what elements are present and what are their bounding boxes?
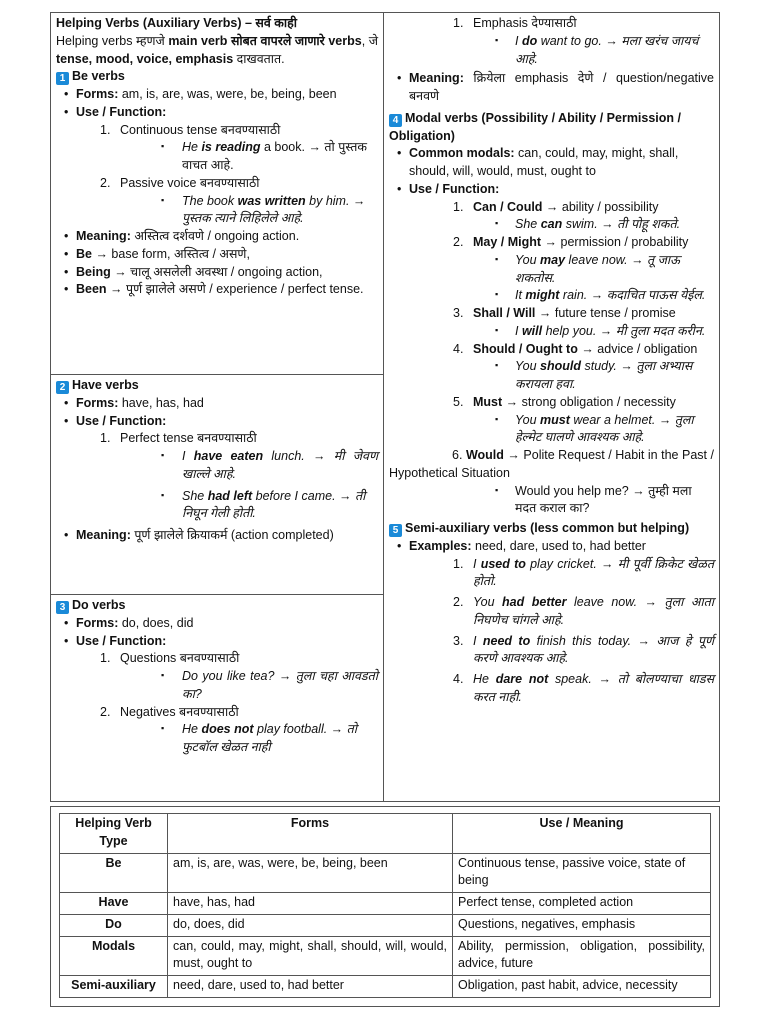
do-use-label: • Use / Function: <box>56 633 378 651</box>
table-cell: need, dare, used to, had better <box>168 976 453 998</box>
table-row <box>60 936 711 976</box>
be-use-2: 2. Passive voice बनवण्यासाठी <box>100 175 260 190</box>
table-cell: am, is, are, was, were, be, being, been <box>168 853 453 893</box>
right-column <box>384 13 719 801</box>
modal-item-1: 1. Can / Could → ability / possibility <box>453 199 659 214</box>
have-forms: • Forms: have, has, had <box>56 395 378 413</box>
semi-item-1: 1. I used to play cricket. → मी पूर्वी क्रिकेट खेळत होतो. <box>453 556 714 589</box>
have-example-1: ▪ I have eaten lunch. → मी जेवण खाल्ले आहे. <box>56 448 378 484</box>
modal-common: • Common modals: can, could, may, might, shall, should, will, would, must, ought to <box>389 145 714 181</box>
summary-table-wrapper <box>50 806 720 1007</box>
have-meaning: • Meaning: पूर्ण झालेले क्रियाकर्म (action completed) <box>56 527 378 545</box>
table-row <box>60 914 711 936</box>
summary-table <box>59 813 711 998</box>
number-badge-icon: 1 <box>56 72 69 85</box>
modal-item-1-example: ▪ She can swim. → ती पोहू शकते. <box>389 216 714 234</box>
modal-item-3: 3. Shall / Will → future tense / promise <box>453 306 676 320</box>
modal-item-3-example: ▪ I will help you. → मी तुला मदत करीन. <box>389 323 714 341</box>
do-use-2-example: ▪ He does not play football. → तो फुटबॉल खेळत नाही <box>56 721 378 757</box>
be-use-label: • Use / Function: <box>56 104 378 122</box>
document-page <box>50 12 720 1007</box>
semi-item-3: 3. I need to finish this today. → आज हे पूर्ण करणे आवश्यक आहे. <box>453 633 714 666</box>
be-use-1-example: ▪ He is reading a book. → तो पुस्तक वाचत आहे. <box>56 139 378 175</box>
table-header: Helping Verb Type <box>60 814 168 854</box>
table-cell: do, does, did <box>168 914 453 936</box>
table-cell: Continuous tense, passive voice, state of being <box>453 853 711 893</box>
be-extra-3: • Been → पूर्ण झालेले असणे / experience / perfect tense. <box>56 281 378 299</box>
be-heading: 1 Be verbs <box>56 68 378 86</box>
be-use-2-example: ▪ The book was written by him. → पुस्तक त्याने लिहिलेले आहे. <box>56 193 378 229</box>
do-forms: • Forms: do, does, did <box>56 615 378 633</box>
table-cell: Questions, negatives, emphasis <box>453 914 711 936</box>
be-forms: • Forms: am, is, are, was, were, be, being, been <box>56 86 378 104</box>
have-example-2: ▪ She had left before I came. → ती निघून गेली होती. <box>56 488 378 524</box>
left-column <box>51 13 384 801</box>
semi-item-2: 2. You had better leave now. → तुला आता निघणेच चांगले आहे. <box>453 595 715 627</box>
number-badge-icon: 5 <box>389 524 402 537</box>
table-row <box>60 853 711 893</box>
do-use-1-example: ▪ Do you like tea? → तुला चहा आवडतो का? <box>56 668 378 704</box>
be-verbs-section <box>51 13 383 375</box>
right-section <box>384 13 719 713</box>
be-meaning: • Meaning: अस्तित्व दर्शवणे / ongoing action. <box>56 228 378 246</box>
modal-item-2: 2. May / Might → permission / probability <box>453 235 689 249</box>
notes-grid <box>50 12 720 802</box>
table-cell: can, could, may, might, shall, should, will, would, must, ought to <box>168 936 453 976</box>
modal-item-6: 6. Would → Polite Request / Habit in the Past / Hypothetical Situation <box>389 448 715 480</box>
have-use-1: 1. Perfect tense बनवण्यासाठी <box>100 431 257 446</box>
have-heading: 2 Have verbs <box>56 377 378 395</box>
modal-item-5: 5. Must → strong obligation / necessity <box>453 394 676 409</box>
be-extra-1: • Be → base form, अस्तित्व / असणे, <box>56 246 378 264</box>
table-header-row <box>60 814 711 854</box>
be-extra-2: • Being → चालू असलेली अवस्था / ongoing action, <box>56 264 378 282</box>
semi-examples: • Examples: need, dare, used to, had better <box>389 538 714 556</box>
table-row <box>60 893 711 915</box>
modal-item-5-example: ▪ You must wear a helmet. → तुला हेल्मेट घालणे आवश्यक आहे. <box>389 412 714 448</box>
table-header: Use / Meaning <box>453 814 711 854</box>
modal-item-2-example-2: ▪ It might rain. → कदाचित पाऊस येईल. <box>389 287 714 305</box>
table-cell: have, has, had <box>168 893 453 915</box>
table-cell: Ability, permission, obligation, possibility, advice, future <box>453 936 711 976</box>
do-meaning: • Meaning: क्रियेला emphasis देणे / question/negative बनवणे <box>389 70 714 106</box>
table-cell: Modals <box>60 936 168 976</box>
table-cell: Be <box>60 853 168 893</box>
do-use-1: 1. Questions बनवण्यासाठी <box>100 651 240 666</box>
do-use-2: 2. Negatives बनवण्यासाठी <box>100 704 239 719</box>
table-cell: Perfect tense, completed action <box>453 893 711 915</box>
modal-item-4-example: ▪ You should study. → तुला अभ्यास करायला हवा. <box>389 358 714 394</box>
table-header: Forms <box>168 814 453 854</box>
semi-heading: 5 Semi-auxiliary verbs (less common but helping) <box>389 520 714 538</box>
number-badge-icon: 4 <box>389 114 402 127</box>
have-use-label: • Use / Function: <box>56 413 378 431</box>
table-cell: Semi-auxiliary <box>60 976 168 998</box>
number-badge-icon: 2 <box>56 381 69 394</box>
modal-item-4: 4. Should / Ought to → advice / obligation <box>453 341 698 356</box>
have-verbs-section <box>51 375 383 595</box>
do-heading: 3 Do verbs <box>56 597 378 615</box>
do-verbs-section <box>51 595 383 801</box>
modal-use-label: • Use / Function: <box>389 181 714 199</box>
semi-item-4: 4. He dare not speak. → तो बोलण्याचा धाडस करत नाही. <box>453 672 715 704</box>
page-title: Helping Verbs (Auxiliary Verbs) – सर्व काही <box>56 16 297 30</box>
modal-heading: 4 Modal verbs (Possibility / Ability / Permission / Obligation) <box>389 110 681 143</box>
modal-item-2-example-1: ▪ You may leave now. → तू जाऊ शकतोस. <box>389 252 714 288</box>
table-cell: Have <box>60 893 168 915</box>
be-use-1: 1. Continuous tense बनवण्यासाठी <box>100 122 281 137</box>
emphasis-use: 1. Emphasis देण्यासाठी <box>453 16 577 30</box>
emphasis-example: ▪ I do want to go. → मला खरंच जायचं आहे. <box>389 33 714 69</box>
table-cell: Do <box>60 914 168 936</box>
table-row <box>60 976 711 998</box>
modal-item-6-example: ▪ Would you help me? → तुम्ही मला मदत कराल का? <box>389 483 714 519</box>
table-cell: Obligation, past habit, advice, necessity <box>453 976 711 998</box>
intro-text: Helping verbs म्हणजे main verb सोबत वापरले जाणारे verbs, जे tense, mood, voice, emphasis दाखवतात. <box>56 33 378 66</box>
number-badge-icon: 3 <box>56 601 69 614</box>
